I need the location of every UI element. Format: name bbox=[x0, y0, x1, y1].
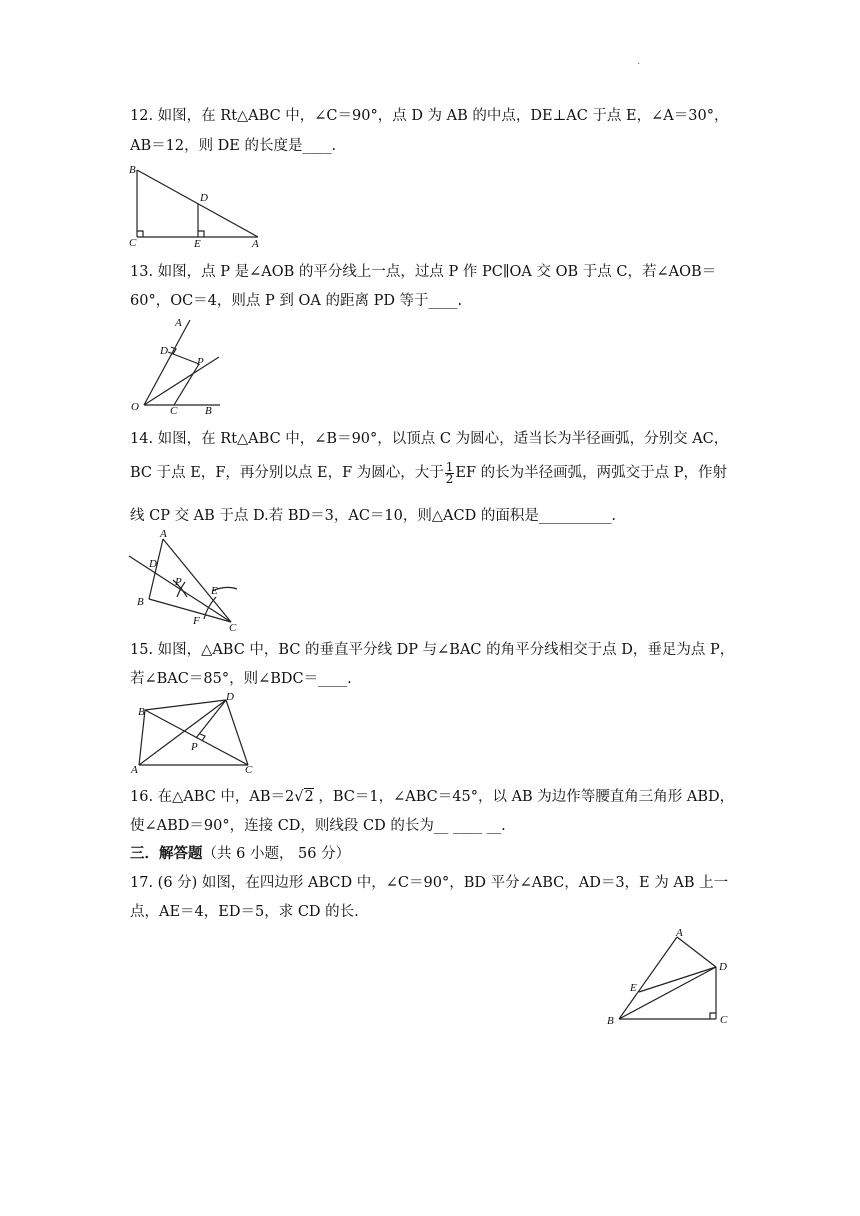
q12-label-b: B bbox=[129, 164, 136, 176]
q12-figure bbox=[125, 160, 270, 250]
q13-line-2: 60°，OC＝4，则点 P 到 OA 的距离 PD 等于____. bbox=[130, 293, 463, 309]
q14-frac-denominator: 2 bbox=[445, 471, 454, 486]
q14-line-3: 线 CP 交 AB 于点 D.若 BD＝3，AC＝10，则△ACD 的面积是__________. bbox=[130, 508, 616, 524]
q13-line-1: 13. 如图，点 P 是∠AOB 的平分线上一点，过点 P 作 PC∥OA 交 OB 于点 C，若∠AOB＝ bbox=[130, 264, 717, 280]
q14-label-p: P bbox=[175, 576, 182, 588]
q15-line-2: 若∠BAC＝85°，则∠BDC＝____. bbox=[130, 671, 352, 687]
section-3-heading bbox=[130, 842, 350, 863]
q12-label-d: D bbox=[200, 192, 208, 204]
q13-label-b: B bbox=[205, 405, 212, 417]
section-3-title: 三．解答题 bbox=[130, 845, 203, 862]
q14-frac-numerator: 1 bbox=[445, 459, 454, 474]
q16-line-1-end: ，BC＝1，∠ABC＝45°，以 AB 为边作等腰直角三角形 ABD， bbox=[313, 789, 735, 805]
q14-fraction bbox=[445, 459, 455, 486]
q15-label-d: D bbox=[226, 691, 234, 703]
q12-label-a: A bbox=[252, 238, 259, 250]
q13-figure bbox=[125, 312, 230, 417]
header-dot: . bbox=[637, 56, 641, 67]
q14-label-d: D bbox=[149, 558, 157, 570]
q14-label-a: A bbox=[160, 528, 167, 540]
q14-label-f: F bbox=[193, 615, 200, 627]
q17-figure bbox=[600, 924, 740, 1029]
q14-label-b: B bbox=[137, 596, 144, 608]
q15-label-b: B bbox=[138, 706, 145, 718]
q12-label-c: C bbox=[129, 237, 137, 249]
q15-label-c: C bbox=[245, 764, 253, 776]
q14-label-c: C bbox=[229, 622, 237, 634]
q17-label-a: A bbox=[676, 927, 683, 939]
q15-label-p: P bbox=[191, 741, 198, 753]
q14-figure bbox=[125, 527, 250, 632]
q13-label-d: D bbox=[160, 345, 168, 357]
q15-label-a: A bbox=[131, 764, 138, 776]
q16-sqrt-value: 2 bbox=[304, 789, 314, 805]
q13-label-p: P bbox=[197, 356, 204, 368]
q14-line-2-end: EF 的长为半径画弧，两弧交于点 P，作射 bbox=[455, 465, 728, 481]
q15-figure bbox=[125, 690, 265, 775]
q12-label-e: E bbox=[194, 238, 201, 250]
q16-line-1-start: 16. 在△ABC 中，AB＝2 bbox=[130, 789, 295, 805]
q16-line-2: 使∠ABD＝90°，连接 CD，则线段 CD 的长为__ ____ __. bbox=[130, 818, 506, 834]
q17-label-d: D bbox=[719, 961, 727, 973]
q13-label-a: A bbox=[175, 317, 182, 329]
q13-label-c: C bbox=[170, 405, 178, 417]
q15-line-1: 15. 如图，△ABC 中，BC 的垂直平分线 DP 与∠BAC 的角平分线相交于点 D，垂足为点 P， bbox=[130, 642, 735, 658]
q16-sqrt-symbol: √ bbox=[294, 789, 304, 805]
q14-line-2-start: BC 于点 E，F，再分别以点 E，F 为圆心，大于 bbox=[130, 465, 444, 481]
q13-label-o: O bbox=[131, 401, 139, 413]
q16-line-1 bbox=[130, 785, 734, 806]
q12-line-1: 12. 如图，在 Rt△ABC 中，∠C＝90°，点 D 为 AB 的中点，DE⊥AC 于点 E，∠A＝30°， bbox=[130, 108, 729, 124]
q12-line-2: AB＝12，则 DE 的长度是____. bbox=[130, 138, 337, 154]
q14-line-2 bbox=[130, 461, 727, 485]
q17-label-c: C bbox=[720, 1014, 728, 1026]
q14-line-1: 14. 如图，在 Rt△ABC 中，∠B＝90°，以顶点 C 为圆心，适当长为半径画弧，分别交 AC， bbox=[130, 431, 729, 447]
section-3-info: （共 6 小题， 56 分） bbox=[202, 846, 351, 862]
q17-line-1: 17. (6 分) 如图，在四边形 ABCD 中，∠C＝90°，BD 平分∠ABC，AD＝3，E 为 AB 上一 bbox=[130, 875, 729, 891]
q17-label-b: B bbox=[607, 1015, 614, 1027]
q14-label-e: E bbox=[211, 585, 218, 597]
q17-label-e: E bbox=[630, 982, 637, 994]
q17-line-2: 点，AE＝4，ED＝5，求 CD 的长. bbox=[130, 904, 359, 920]
